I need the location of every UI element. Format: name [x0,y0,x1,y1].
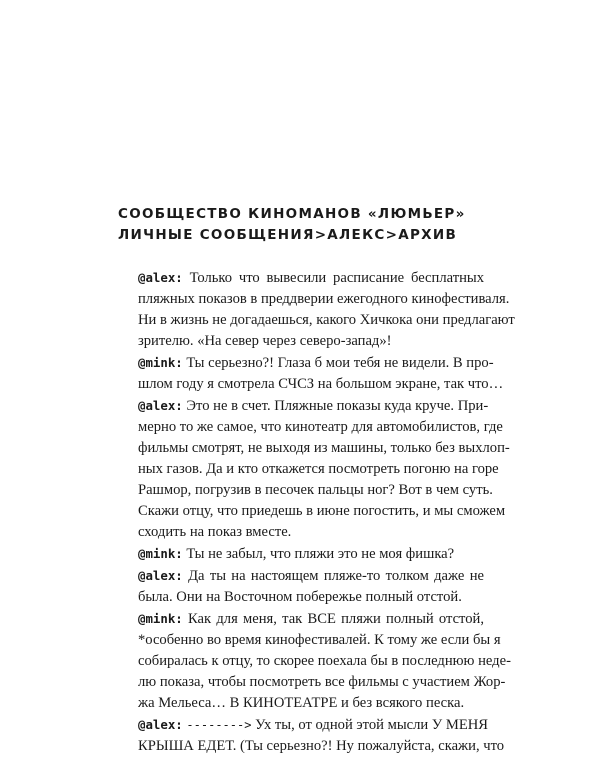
message [118,565,484,608]
message-line: лю показа, чтобы посмотреть все фильмы с участием Жор- [138,674,506,690]
message-author: @alex: [138,398,183,413]
message-line: Ты серьезно?! Глаза б мои тебя не видели. В про- [186,355,494,371]
message-line: зрителю. «На север через северо-запад»! [138,333,392,349]
page-heading [118,204,484,246]
message-line: Ни в жизнь не догадаешься, какого Хичкока они предлагают [138,312,515,328]
message-line: *особенно во время кинофестивалей. К тому же если бы я [138,632,501,648]
message-line: собиралась к отцу, то скорее поехала бы в последнюю неде- [138,653,511,669]
message-line: Это не в счет. Пляжные показы куда круче. При- [186,398,489,414]
message-line: пляжных показов в преддверии ежегодного кинофестиваля. [138,291,510,307]
message-line: Да ты на настоящем пляже-то толком даже не [188,568,484,584]
message [118,267,515,352]
message-line: ных газов. Да и кто откажется посмотреть погоню на горе [138,461,499,477]
message-author: @alex: [138,568,183,583]
message-author: @mink: [138,355,183,370]
message-line: мерно то же самое, что кинотеатр для автомобилистов, где [138,419,503,435]
page-content [118,204,515,757]
message-line: сходить на показ вместе. [138,524,292,540]
message [118,608,511,714]
message [118,714,505,757]
message-line: КРЫША ЕДЕТ. (Ты серьезно?! Ну пожалуйста, скажи, что [138,738,505,754]
message-author: @mink: [138,546,183,561]
message-line: была. Они на Восточном побережье полный отстой. [138,589,462,605]
heading-line-1: СООБЩЕСТВО КИНОМАНОВ «ЛЮМЬЕР» [118,206,466,222]
message-author: @mink: [138,611,183,626]
heading-line-2: ЛИЧНЫЕ СООБЩЕНИЯ>АЛЕКС>АРХИВ [118,227,458,243]
message [118,395,510,543]
message-arrow: --------> [186,718,252,732]
message-line: шлом году я смотрела СЧСЗ на большом экране, так что… [138,376,504,392]
message-line: Ты не забыл, что пляжи это не моя фишка? [186,546,455,562]
message [118,543,484,565]
message-line: жа Мельеса… В КИНОТЕАТРЕ и без всякого песка. [138,695,465,711]
message-line: Как для меня, так ВСЕ пляжи полный отстой, [188,611,485,627]
message-line: Скажи отцу, что приедешь в июне погостить, и мы сможем [138,503,506,519]
message-line: фильмы смотрят, не выходя из машины, только без выхлоп- [138,440,510,456]
message-line: Только что вывесили расписание бесплатных [189,270,484,286]
message-author: @alex: [138,717,183,732]
message-author: @alex: [138,270,183,285]
message-line: Ух ты, от одной этой мысли У МЕНЯ [255,717,489,733]
message-line: Рашмор, погрузив в песочек пальцы ног? Вот в чем суть. [138,482,493,498]
message [118,352,504,395]
message-archive [118,267,515,757]
